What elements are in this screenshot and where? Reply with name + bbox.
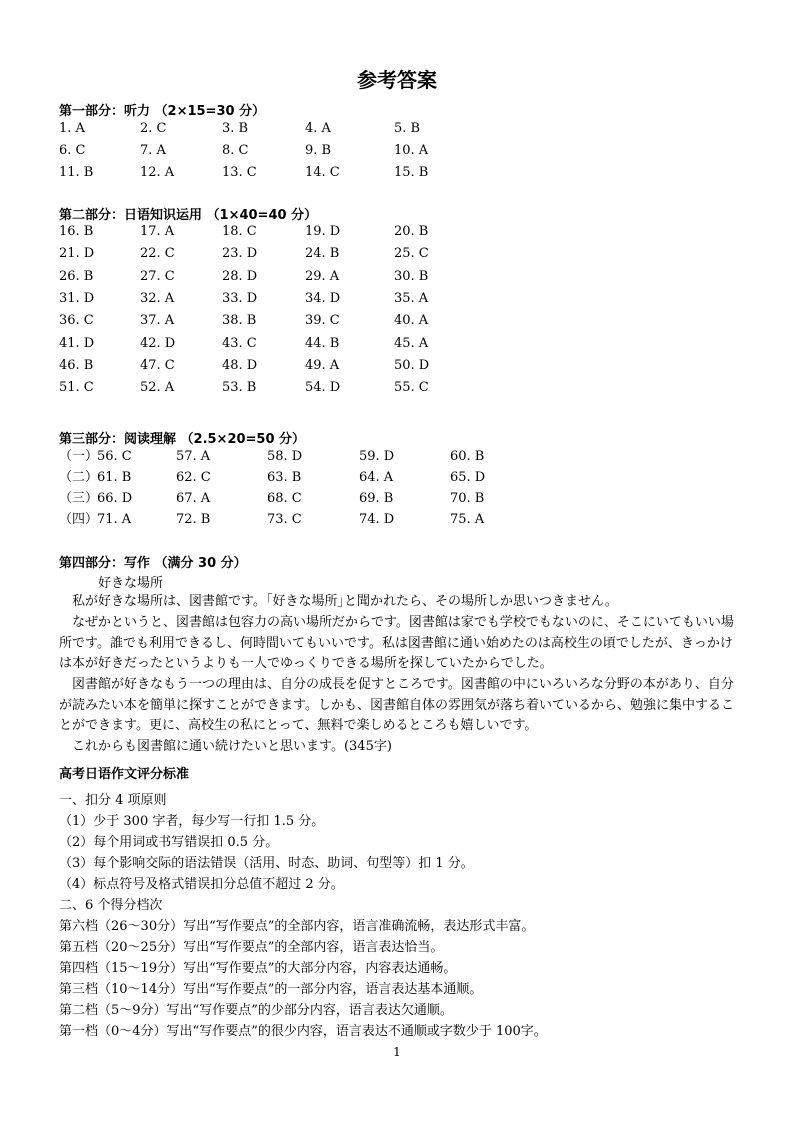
group-label: （四） xyxy=(59,512,99,527)
answer-item: 66. D xyxy=(97,491,133,506)
answer-item: 54. D xyxy=(305,380,341,396)
answer-item: 65. D xyxy=(450,470,486,485)
answer-item: 41. D xyxy=(59,335,95,351)
answer-item: 3. B xyxy=(222,121,249,136)
part1-heading: 第一部分：听力 （2×15=30 分） xyxy=(59,104,266,119)
answer-item: 56. C xyxy=(97,449,132,464)
answer-item: 20. B xyxy=(394,224,429,239)
criteria-rule: （4）标点符号及格式错误扣分总值不超过 2 分。 xyxy=(59,877,344,892)
essay-title: 好きな場所 xyxy=(98,576,164,591)
answer-item: 36. C xyxy=(59,313,94,329)
group-label: （一） xyxy=(59,449,99,464)
answer-item: 39. C xyxy=(305,313,340,329)
criteria-level: 第一档（0～4分）写出“写作要点”的很少内容，语言表达不通顺或字数少于 100字。 xyxy=(59,1024,547,1039)
page-number: 1 xyxy=(393,1045,401,1059)
criteria-section1: 一、扣分 4 项原则 xyxy=(59,793,167,808)
answer-item: 40. A xyxy=(394,313,429,329)
answer-item: 62. C xyxy=(176,470,211,485)
answer-item: 2. C xyxy=(140,121,167,136)
answer-item: 51. C xyxy=(59,380,94,396)
answer-item: 38. B xyxy=(222,313,257,329)
answer-item: 5. B xyxy=(394,121,421,136)
answer-item: 59. D xyxy=(359,449,395,464)
group-label: （三） xyxy=(59,491,99,506)
answer-item: 35. A xyxy=(394,290,429,306)
answer-item: 43. C xyxy=(222,335,257,351)
answer-item: 6. C xyxy=(59,143,86,158)
answer-item: 70. B xyxy=(450,491,485,506)
answer-item: 32. A xyxy=(140,290,175,306)
answer-item: 9. B xyxy=(305,143,332,158)
answer-item: 8. C xyxy=(222,143,249,158)
answer-item: 10. A xyxy=(394,143,429,158)
answer-item: 75. A xyxy=(450,512,485,527)
answer-item: 17. A xyxy=(140,224,175,239)
answer-item: 52. A xyxy=(140,380,175,396)
answer-item: 19. D xyxy=(305,224,341,239)
answer-item: 67. A xyxy=(176,491,211,506)
answer-item: 72. B xyxy=(176,512,211,527)
criteria-section2: 二、6 个得分档次 xyxy=(59,898,163,913)
answer-item: 47. C xyxy=(140,357,175,373)
answer-item: 50. D xyxy=(394,357,430,373)
part4-heading: 第四部分：写作 （满分 30 分） xyxy=(59,556,247,571)
answer-item: 53. B xyxy=(222,380,257,396)
answer-item: 45. A xyxy=(394,335,429,351)
answer-item: 34. D xyxy=(305,290,341,306)
answer-item: 28. D xyxy=(222,268,258,284)
criteria-rule: （3）每个影响交际的语法错误（活用、时态、助词、句型等）扣 1 分。 xyxy=(59,856,474,871)
answer-item: 71. A xyxy=(97,512,132,527)
answer-item: 55. C xyxy=(394,380,429,396)
criteria-level: 第五档（20～25分）写出“写作要点”的全部内容，语言表达恰当。 xyxy=(59,940,444,955)
group-label: （二） xyxy=(59,470,99,485)
answer-item: 23. D xyxy=(222,246,258,262)
answer-item: 63. B xyxy=(267,470,302,485)
answer-item: 12. A xyxy=(140,165,175,180)
criteria-level: 第三档（10～14分）写出“写作要点”的一部分内容，语言表达基本通顺。 xyxy=(59,982,483,997)
answer-item: 57. A xyxy=(176,449,211,464)
answer-item: 30. B xyxy=(394,268,429,284)
answer-item: 31. D xyxy=(59,290,95,306)
answer-item: 26. B xyxy=(59,268,94,284)
answer-item: 74. D xyxy=(359,512,395,527)
answer-item: 24. B xyxy=(305,246,340,262)
essay-paragraph: なぜかというと、図書館は包容力の高い場所だからです。図書館は家でも学校でもないのに、そこにいてもいい場所です。誰でも利用できるし、何時間いてもいいです。私は図書館に通い始めたのは高校生の頃でしたが、きっかけは本が好きだったというよりも一人でゆっくりできる場所を探していたからでした。 xyxy=(59,615,734,672)
essay-paragraph: 私が好きな場所は、図書館です。｢好きな場所｣と聞かれたら、その場所しか思いつきません。 xyxy=(72,594,618,609)
criteria-level: 第六档（26～30分）写出“写作要点”的全部内容，语言准确流畅，表达形式丰富。 xyxy=(59,919,535,934)
answer-item: 44. B xyxy=(305,335,340,351)
page-title: 参考答案 xyxy=(357,68,437,92)
criteria-rule: （2）每个用词或书写错误扣 0.5 分。 xyxy=(59,835,279,850)
answer-item: 48. D xyxy=(222,357,258,373)
criteria-rule: （1）少于 300 字者，每少写一行扣 1.5 分。 xyxy=(59,814,325,829)
answer-item: 68. C xyxy=(267,491,302,506)
criteria-level: 第四档（15～19分）写出“写作要点”的大部分内容，内容表达通畅。 xyxy=(59,961,457,976)
answer-item: 21. D xyxy=(59,246,95,262)
answer-item: 60. B xyxy=(450,449,485,464)
essay-paragraph: 図書館が好きなもう一つの理由は、自分の成長を促すところです。図書館の中にいろいろな分野の本があり、自分が読みたい本を簡単に探すことができます。しかも、図書館自体の雰囲気が落ち着いているから、勉強に集中することができます。更に、高校生の私にとって、無料で楽しめるところも嬉しいです。 xyxy=(59,677,734,734)
answer-item: 29. A xyxy=(305,268,340,284)
answer-item: 13. C xyxy=(222,165,257,180)
answer-item: 22. C xyxy=(140,246,175,262)
answer-item: 27. C xyxy=(140,268,175,284)
criteria-level: 第二档（5～9分）写出“写作要点”的少部分内容，语言表达欠通顺。 xyxy=(59,1003,453,1018)
answer-item: 11. B xyxy=(59,165,94,180)
essay-paragraph: これからも図書館に通い続けたいと思います。(345字) xyxy=(72,739,392,754)
answer-item: 18. C xyxy=(222,224,257,239)
answer-item: 15. B xyxy=(394,165,429,180)
part3-heading: 第三部分：阅读理解 （2.5×20=50 分） xyxy=(59,432,306,447)
answer-item: 49. A xyxy=(305,357,340,373)
answer-item: 58. D xyxy=(267,449,303,464)
answer-item: 1. A xyxy=(59,121,85,136)
answer-item: 73. C xyxy=(267,512,302,527)
answer-item: 37. A xyxy=(140,313,175,329)
answer-item: 33. D xyxy=(222,290,258,306)
answer-item: 7. A xyxy=(140,143,166,158)
answer-item: 69. B xyxy=(359,491,394,506)
answer-item: 16. B xyxy=(59,224,94,239)
answer-item: 46. B xyxy=(59,357,94,373)
answer-item: 61. B xyxy=(97,470,132,485)
answer-item: 14. C xyxy=(305,165,340,180)
criteria-heading: 高考日语作文评分标准 xyxy=(59,767,190,782)
answer-item: 64. A xyxy=(359,470,394,485)
answer-item: 25. C xyxy=(394,246,429,262)
answer-item: 42. D xyxy=(140,335,176,351)
answer-item: 4. A xyxy=(305,121,331,136)
part2-heading: 第二部分：日语知识运用 （1×40=40 分） xyxy=(59,208,318,223)
